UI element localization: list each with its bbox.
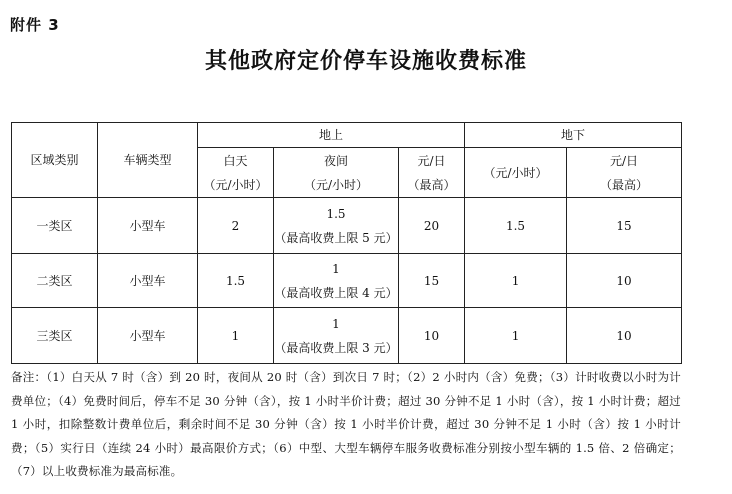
cell-above-night [274, 254, 399, 308]
header-above-daily-label: 元/日 [417, 153, 446, 168]
header-region: 区域类别 [12, 123, 98, 198]
cell-night-rate: 1.5 [326, 206, 346, 221]
table-row [12, 198, 682, 254]
cell-night-rate: 1 [332, 316, 340, 331]
cell-night-rate: 1 [332, 261, 340, 276]
attachment-label: 附件 3 [10, 16, 60, 34]
header-above-daily-unit: （最高） [407, 177, 456, 192]
cell-region: 三类区 [12, 308, 98, 364]
header-above-day [198, 148, 274, 198]
header-above-night-unit: （元/小时） [303, 177, 369, 192]
cell-below-daily: 15 [567, 198, 682, 254]
table-header-row-1 [12, 123, 682, 148]
cell-above-night [274, 198, 399, 254]
cell-below-daily: 10 [567, 308, 682, 364]
cell-below-hourly: 1.5 [465, 198, 567, 254]
cell-above-daily: 20 [399, 198, 465, 254]
cell-above-day: 1 [198, 308, 274, 364]
cell-vehicle: 小型车 [98, 308, 198, 364]
cell-vehicle: 小型车 [98, 254, 198, 308]
cell-above-night [274, 308, 399, 364]
header-above-day-unit: （元/小时） [203, 177, 268, 192]
header-above-night-label: 夜间 [323, 153, 348, 168]
cell-night-cap: （最高收费上限 5 元） [274, 230, 398, 245]
fee-table [11, 122, 682, 364]
table-row [12, 308, 682, 364]
header-above-daily [399, 148, 465, 198]
cell-region: 二类区 [12, 254, 98, 308]
cell-above-day: 2 [198, 198, 274, 254]
cell-above-daily: 10 [399, 308, 465, 364]
header-below-daily-unit: （最高） [600, 177, 649, 192]
cell-below-hourly: 1 [465, 254, 567, 308]
header-vehicle: 车辆类型 [98, 123, 198, 198]
header-below-daily-label: 元/日 [610, 153, 639, 168]
remarks-note: 备注：（1）白天从 7 时（含）到 20 时，夜间从 20 时（含）到次日 7 时；（2）2 小时内（含）免费；（3）计时收费以小时为计费单位；（4）免费时间后，停车不足 30 分钟（含），按 1 小时半价计费；超过 30 分钟不足 1 小时（含），按 1 小时计费；超过 1 小时，扣除整数计费单位后，剩余时间不足 30 分钟（含）按 1 小时半价计费，超过 30 分钟不足 1 小时（含）按 1 小时计费；（5）实行日（连续 24 小时）最高限价方式；（6）中型、大型车辆停车服务收费标准分别按小型车辆的 1.5 倍、2 倍确定；（7）以上收费标准为最高标准。 [11, 370, 681, 478]
header-above-ground: 地上 [198, 123, 465, 148]
cell-night-cap: （最高收费上限 3 元） [274, 340, 398, 355]
document-title: 其他政府定价停车设施收费标准 [204, 48, 527, 74]
table-row [12, 254, 682, 308]
cell-region: 一类区 [12, 198, 98, 254]
cell-below-hourly: 1 [465, 308, 567, 364]
cell-above-daily: 15 [399, 254, 465, 308]
cell-below-daily: 10 [567, 254, 682, 308]
cell-night-cap: （最高收费上限 4 元） [274, 285, 398, 300]
cell-above-day: 1.5 [198, 254, 274, 308]
cell-vehicle: 小型车 [98, 198, 198, 254]
header-below-daily [567, 148, 682, 198]
header-above-night [274, 148, 399, 198]
header-above-day-label: 白天 [223, 153, 248, 168]
header-below-ground: 地下 [465, 123, 682, 148]
header-below-hourly: （元/小时） [465, 148, 567, 198]
